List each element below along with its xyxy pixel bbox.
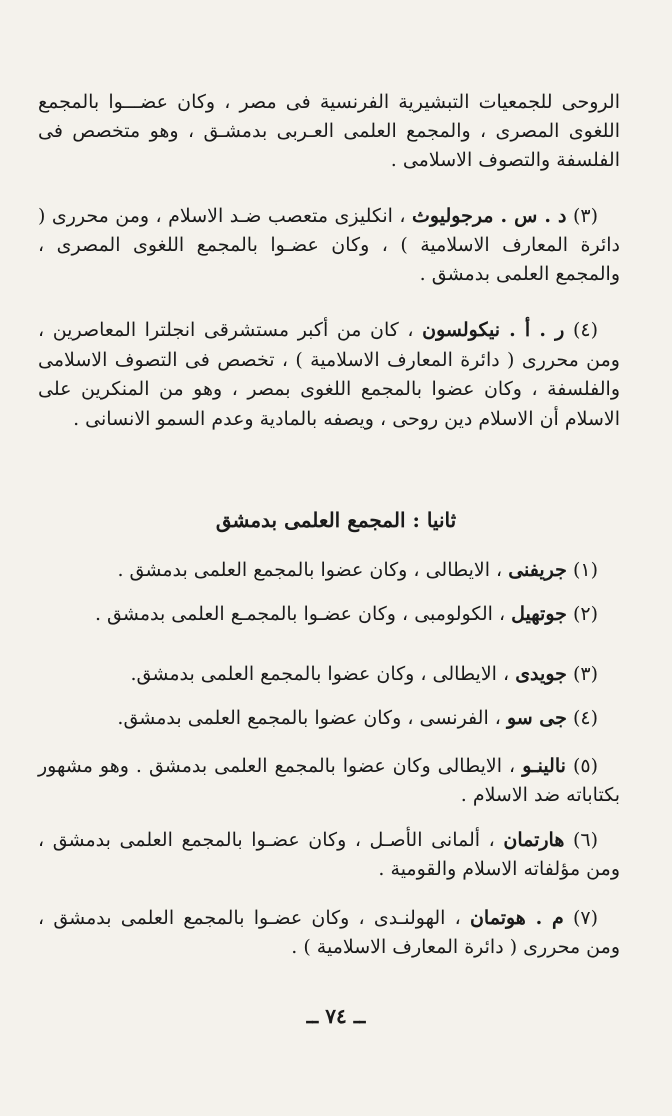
entry-griffini <box>38 556 620 585</box>
entry-name: هارتمان <box>503 829 565 851</box>
entry-text: ، الهولنـدى ، وكان عضـوا بالمجمع العلمى بدمشق ، ومن محررى ( دائرة المعارف الاسلامية ) . <box>38 907 620 958</box>
entry-name: جى سو <box>506 707 567 729</box>
entry-text: ، الايطالى ، وكان عضوا بالمجمع العلمى بدمشق. <box>130 663 510 685</box>
page-number: ــ ٧٤ ــ <box>306 1004 366 1028</box>
entry-name: د . س . مرجوليوث <box>412 205 567 227</box>
entry-number: (٣) <box>572 663 598 685</box>
entry-number: (٤) <box>572 319 598 341</box>
entry-name: نالينـو <box>522 755 566 777</box>
entry-number: (٤) <box>572 707 598 729</box>
entry-number: (٧) <box>572 907 599 929</box>
entry-houtsma <box>38 904 620 962</box>
entry-number: (٦) <box>572 829 599 851</box>
entry-name: جويدى <box>515 663 567 685</box>
entry-guidi <box>38 660 620 689</box>
entry-nicholson <box>38 316 620 434</box>
entry-number: (١) <box>572 559 598 581</box>
entry-text: ، ألمانى الأصـل ، وكان عضـوا بالمجمع العلمى بدمشق ، ومن مؤلفاته الاسلام والقومية . <box>38 829 620 880</box>
entry-hartmann <box>38 826 620 884</box>
entry-gaston <box>38 704 620 733</box>
entry-name: ر . أ . نيكولسون <box>422 319 565 341</box>
entry-text: ، الكولومبى ، وكان عضـوا بالمجمـع العلمى بدمشق . <box>94 603 506 625</box>
section-heading: ثانيا : المجمع العلمى بدمشق <box>215 508 457 532</box>
continuation-paragraph <box>38 88 620 175</box>
entry-number: (٣) <box>572 205 599 227</box>
entry-text: ، كان من أكبر مستشرقى انجلترا المعاصرين ، ومن محررى ( دائرة المعارف الاسلامية ) ، تخصص فى التصوف الاسلامى والفلسفة ، وكان عضوا بالمجمع اللغوى بمصر ، وهو من المنكرين على الاسلام أن الاسلام دين روحى ، ويصفه بالمادية وعدم السمو الانسانى . <box>38 319 620 430</box>
entry-gottheil <box>38 600 620 629</box>
paragraph-text: الروحى للجمعيات التبشيرية الفرنسية فى مصر ، وكان عضـــوا بالمجمع اللغوى المصرى ، والمجمع العلمى العـربى بدمشـق ، وهو متخصص فى الفلسفة والتصوف الاسلامى . <box>38 91 620 171</box>
entry-text: ، الايطالى ، وكان عضوا بالمجمع العلمى بدمشق . <box>117 559 503 581</box>
entry-nallino <box>38 752 620 810</box>
entry-name: جريفنى <box>508 559 567 581</box>
entry-name: جوتهيل <box>511 603 567 625</box>
entry-name: م . هوتمان <box>469 907 564 929</box>
entry-margoliouth <box>38 202 620 289</box>
entry-text: ، انكليزى متعصب ضـد الاسلام ، ومن محررى ( دائرة المعارف الاسلامية ) ، وكان عضـوا بالمجمع اللغوى المصرى ، والمجمع العلمى بدمشق . <box>38 205 620 285</box>
entry-number: (٢) <box>572 603 598 625</box>
entry-text: ، الفرنسى ، وكان عضوا بالمجمع العلمى بدمشق. <box>117 707 501 729</box>
entry-text: ، الايطالى وكان عضوا بالمجمع العلمى بدمشق . وهو مشهور بكتاباته ضد الاسلام . <box>38 755 620 806</box>
entry-number: (٥) <box>572 755 598 777</box>
